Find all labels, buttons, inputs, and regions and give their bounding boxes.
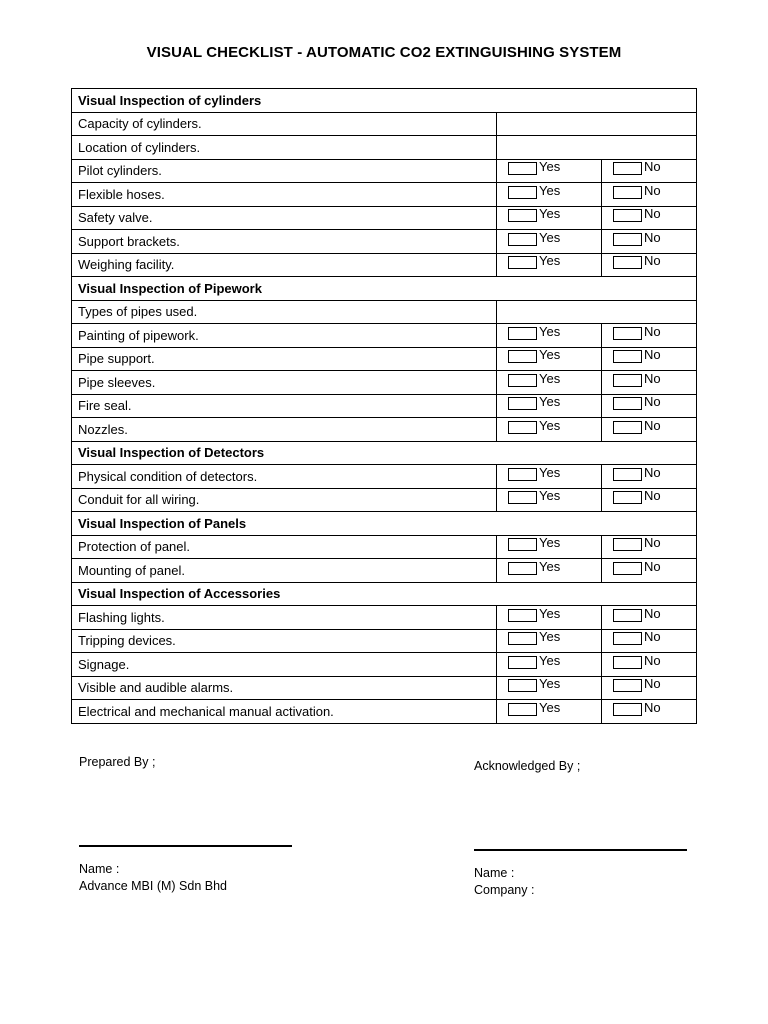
item-label: Pilot cylinders. <box>72 159 497 183</box>
item-label: Weighing facility. <box>72 253 497 277</box>
yes-option-cell <box>497 206 602 230</box>
item-label: Pipe support. <box>72 347 497 371</box>
item-label: Support brackets. <box>72 230 497 254</box>
yes-option-cell <box>497 347 602 371</box>
no-option-cell <box>602 465 697 489</box>
yes-label: Yes <box>539 605 561 621</box>
prepared-by-label: Prepared By ; <box>79 755 156 769</box>
no-checkbox[interactable] <box>613 256 642 269</box>
item-label: Protection of panel. <box>72 535 497 559</box>
checklist-row <box>72 183 697 207</box>
no-option-cell <box>602 559 697 583</box>
yes-checkbox[interactable] <box>508 350 537 363</box>
checklist-table <box>71 88 697 724</box>
no-label: No <box>644 488 661 504</box>
section-heading: Visual Inspection of Accessories <box>72 582 697 606</box>
yes-option-cell <box>497 159 602 183</box>
no-option-cell <box>602 183 697 207</box>
no-option-cell <box>602 653 697 677</box>
item-label: Types of pipes used. <box>72 300 497 324</box>
section-heading: Visual Inspection of Detectors <box>72 441 697 465</box>
no-checkbox[interactable] <box>613 468 642 481</box>
item-label: Mounting of panel. <box>72 559 497 583</box>
no-option-cell <box>602 394 697 418</box>
yes-checkbox[interactable] <box>508 656 537 669</box>
yes-option-cell <box>497 559 602 583</box>
section-heading: Visual Inspection of cylinders <box>72 89 697 113</box>
item-label: Signage. <box>72 653 497 677</box>
yes-checkbox[interactable] <box>508 256 537 269</box>
yes-option-cell <box>497 535 602 559</box>
no-option-cell <box>602 700 697 724</box>
no-checkbox[interactable] <box>613 162 642 175</box>
no-label: No <box>644 182 661 198</box>
yes-option-cell <box>497 394 602 418</box>
no-option-cell <box>602 676 697 700</box>
no-label: No <box>644 159 661 175</box>
yes-checkbox[interactable] <box>508 562 537 575</box>
yes-option-cell <box>497 324 602 348</box>
no-label: No <box>644 370 661 386</box>
checklist-row <box>72 230 697 254</box>
no-option-cell <box>602 535 697 559</box>
prepared-name-label: Name : <box>79 862 120 876</box>
yes-option-cell <box>497 183 602 207</box>
checklist-row <box>72 347 697 371</box>
checklist-row <box>72 629 697 653</box>
item-label: Nozzles. <box>72 418 497 442</box>
no-checkbox[interactable] <box>613 703 642 716</box>
item-label: Fire seal. <box>72 394 497 418</box>
section-heading: Visual Inspection of Pipework <box>72 277 697 301</box>
no-checkbox[interactable] <box>613 374 642 387</box>
item-label: Safety valve. <box>72 206 497 230</box>
no-checkbox[interactable] <box>613 186 642 199</box>
yes-label: Yes <box>539 253 561 269</box>
yes-checkbox[interactable] <box>508 186 537 199</box>
yes-checkbox[interactable] <box>508 327 537 340</box>
no-label: No <box>644 676 661 692</box>
no-label: No <box>644 323 661 339</box>
no-option-cell <box>602 371 697 395</box>
yes-label: Yes <box>539 394 561 410</box>
yes-label: Yes <box>539 699 561 715</box>
checklist-row <box>72 700 697 724</box>
no-option-cell <box>602 159 697 183</box>
yes-checkbox[interactable] <box>508 679 537 692</box>
yes-checkbox[interactable] <box>508 421 537 434</box>
no-checkbox[interactable] <box>613 491 642 504</box>
yes-checkbox[interactable] <box>508 162 537 175</box>
checklist-row <box>72 371 697 395</box>
yes-label: Yes <box>539 535 561 551</box>
checklist-body <box>72 89 697 724</box>
no-option-cell <box>602 629 697 653</box>
checklist-row <box>72 488 697 512</box>
no-label: No <box>644 347 661 363</box>
item-label: Pipe sleeves. <box>72 371 497 395</box>
section-header-row <box>72 277 697 301</box>
page-title: VISUAL CHECKLIST - AUTOMATIC CO2 EXTINGUISHING SYSTEM <box>146 44 622 61</box>
no-option-cell <box>602 418 697 442</box>
item-label: Conduit for all wiring. <box>72 488 497 512</box>
no-label: No <box>644 605 661 621</box>
yes-checkbox[interactable] <box>508 397 537 410</box>
checklist-row <box>72 676 697 700</box>
yes-option-cell <box>497 371 602 395</box>
acknowledged-name-label: Name : <box>474 866 515 880</box>
yes-option-cell <box>497 488 602 512</box>
no-option-cell <box>602 606 697 630</box>
no-label: No <box>644 253 661 269</box>
yes-option-cell <box>497 629 602 653</box>
checklist-row <box>72 112 697 136</box>
section-header-row <box>72 512 697 536</box>
checklist-row <box>72 159 697 183</box>
yes-option-cell <box>497 253 602 277</box>
no-checkbox[interactable] <box>613 397 642 410</box>
checklist-row <box>72 418 697 442</box>
yes-checkbox[interactable] <box>508 491 537 504</box>
prepared-company: Advance MBI (M) Sdn Bhd <box>79 879 227 893</box>
item-label: Electrical and mechanical manual activation. <box>72 700 497 724</box>
no-checkbox[interactable] <box>613 679 642 692</box>
no-label: No <box>644 535 661 551</box>
yes-label: Yes <box>539 464 561 480</box>
item-label: Flashing lights. <box>72 606 497 630</box>
checklist-row <box>72 206 697 230</box>
no-label: No <box>644 629 661 645</box>
yes-option-cell <box>497 465 602 489</box>
yes-label: Yes <box>539 182 561 198</box>
item-label: Location of cylinders. <box>72 136 497 160</box>
yes-option-cell <box>497 230 602 254</box>
yes-checkbox[interactable] <box>508 468 537 481</box>
yes-label: Yes <box>539 206 561 222</box>
no-checkbox[interactable] <box>613 350 642 363</box>
no-checkbox[interactable] <box>613 327 642 340</box>
acknowledged-by-label: Acknowledged By ; <box>474 759 581 773</box>
no-label: No <box>644 417 661 433</box>
no-label: No <box>644 394 661 410</box>
prepared-signature-line[interactable] <box>79 845 292 847</box>
yes-label: Yes <box>539 159 561 175</box>
item-label: Capacity of cylinders. <box>72 112 497 136</box>
no-checkbox[interactable] <box>613 233 642 246</box>
section-header-row <box>72 441 697 465</box>
yes-label: Yes <box>539 347 561 363</box>
no-label: No <box>644 652 661 668</box>
no-label: No <box>644 699 661 715</box>
item-label: Visible and audible alarms. <box>72 676 497 700</box>
section-header-row <box>72 582 697 606</box>
yes-option-cell <box>497 653 602 677</box>
no-option-cell <box>602 488 697 512</box>
checklist-row <box>72 465 697 489</box>
yes-label: Yes <box>539 488 561 504</box>
yes-label: Yes <box>539 323 561 339</box>
no-option-cell <box>602 253 697 277</box>
yes-option-cell <box>497 676 602 700</box>
answer-field[interactable] <box>497 136 697 160</box>
no-checkbox[interactable] <box>613 562 642 575</box>
checklist-row <box>72 253 697 277</box>
yes-label: Yes <box>539 558 561 574</box>
no-option-cell <box>602 324 697 348</box>
no-label: No <box>644 229 661 245</box>
no-checkbox[interactable] <box>613 632 642 645</box>
no-option-cell <box>602 230 697 254</box>
checklist-row <box>72 324 697 348</box>
no-checkbox[interactable] <box>613 421 642 434</box>
item-label: Flexible hoses. <box>72 183 497 207</box>
yes-option-cell <box>497 606 602 630</box>
no-checkbox[interactable] <box>613 209 642 222</box>
yes-checkbox[interactable] <box>508 374 537 387</box>
no-checkbox[interactable] <box>613 609 642 622</box>
checklist-row <box>72 136 697 160</box>
acknowledged-signature-line[interactable] <box>474 849 687 851</box>
yes-checkbox[interactable] <box>508 632 537 645</box>
no-option-cell <box>602 347 697 371</box>
section-header-row <box>72 89 697 113</box>
answer-field[interactable] <box>497 300 697 324</box>
yes-label: Yes <box>539 676 561 692</box>
yes-label: Yes <box>539 370 561 386</box>
yes-checkbox[interactable] <box>508 538 537 551</box>
checklist-row <box>72 394 697 418</box>
item-label: Physical condition of detectors. <box>72 465 497 489</box>
checklist-row <box>72 535 697 559</box>
item-label: Painting of pipework. <box>72 324 497 348</box>
yes-label: Yes <box>539 652 561 668</box>
no-checkbox[interactable] <box>613 538 642 551</box>
checklist-row <box>72 559 697 583</box>
yes-checkbox[interactable] <box>508 609 537 622</box>
yes-checkbox[interactable] <box>508 233 537 246</box>
yes-label: Yes <box>539 629 561 645</box>
yes-label: Yes <box>539 417 561 433</box>
checklist-row <box>72 653 697 677</box>
answer-field[interactable] <box>497 112 697 136</box>
yes-checkbox[interactable] <box>508 703 537 716</box>
no-checkbox[interactable] <box>613 656 642 669</box>
checklist-row <box>72 300 697 324</box>
yes-option-cell <box>497 700 602 724</box>
no-label: No <box>644 558 661 574</box>
no-label: No <box>644 464 661 480</box>
acknowledged-company-label: Company : <box>474 883 535 897</box>
checklist-row <box>72 606 697 630</box>
yes-checkbox[interactable] <box>508 209 537 222</box>
no-label: No <box>644 206 661 222</box>
section-heading: Visual Inspection of Panels <box>72 512 697 536</box>
item-label: Tripping devices. <box>72 629 497 653</box>
yes-label: Yes <box>539 229 561 245</box>
no-option-cell <box>602 206 697 230</box>
yes-option-cell <box>497 418 602 442</box>
